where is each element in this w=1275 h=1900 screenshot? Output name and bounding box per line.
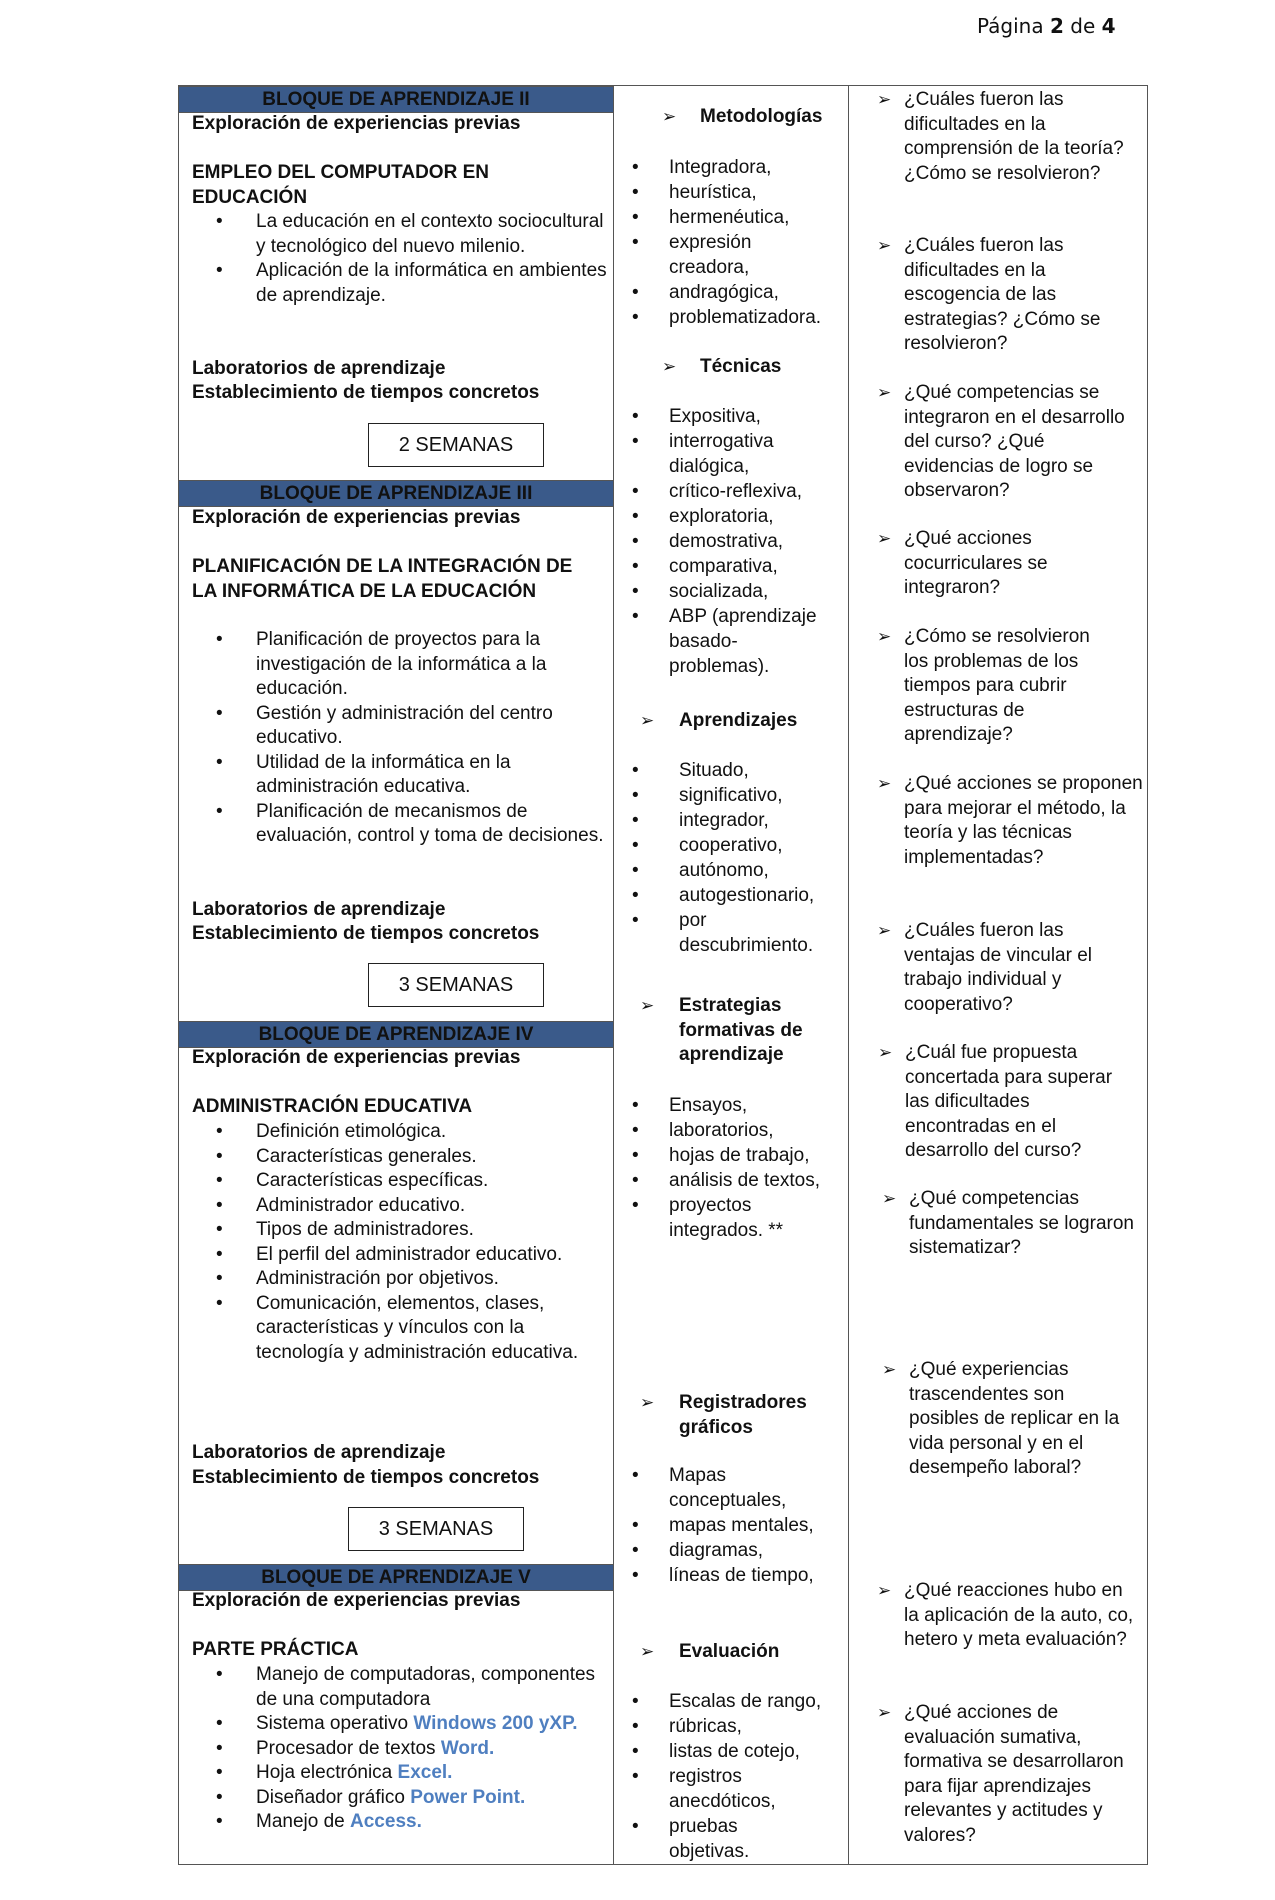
list-item: • autónomo, [614, 858, 834, 883]
list-item: • crítico-reflexiva, [614, 479, 834, 504]
reflection-question: ➢ ¿Cuáles fueron las ventajas de vincular el trabajo individual y cooperativo? [877, 920, 1092, 1015]
reflection-question: ➢ ¿Qué acciones se proponen para mejorar el método, la teoría y las técnicas implementadas? [877, 773, 1143, 868]
list-item: • pruebas objetivas. [614, 1814, 789, 1864]
list-item: • Hoja electrónica Excel. [179, 1761, 609, 1786]
list-item: • problematizadora. [614, 305, 834, 330]
block-intro: Exploración de experiencias previas [192, 113, 521, 134]
reflection-question: ➢ ¿Cómo se resolvieron los problemas de los tiempos para cubrir estructuras de aprendizaje? [877, 626, 1090, 745]
reflection-question: ➢ ¿Qué reacciones hubo en la aplicación de la auto, co, hetero y meta evaluación? [877, 1580, 1134, 1650]
list-item: • Manejo de computadoras, componentes de una computadora [179, 1663, 609, 1712]
syllabus-table [178, 85, 1148, 1865]
list-item: • registros anecdóticos, [614, 1764, 799, 1814]
list-item: • Manejo de Access. [179, 1810, 609, 1835]
lab-label: Laboratorios de aprendizaje [192, 899, 446, 920]
reflection-question: ➢ ¿Cuáles fueron las dificultades en la escogencia de las estrategias? ¿Cómo se resolvieron? [877, 235, 1101, 354]
list-item: • hermenéutica, [614, 205, 834, 230]
list-item: • Administrador educativo. [179, 1194, 609, 1219]
topic-list [179, 1663, 609, 1835]
method-list [614, 758, 834, 958]
list-item: • exploratoria, [614, 504, 834, 529]
reflection-question: ➢ ¿Cuáles fueron las dificultades en la comprensión de la teoría? ¿Cómo se resolvieron? [877, 89, 1124, 184]
arrow-bullet-icon: ➢ [662, 357, 677, 376]
block-heading: EMPLEO DEL COMPUTADOR EN EDUCACIÓN [192, 162, 489, 208]
list-item: • Diseñador gráfico Power Point. [179, 1786, 609, 1811]
weeks-box: 2 SEMANAS [368, 423, 544, 467]
list-item: • cooperativo, [614, 833, 834, 858]
section-title: Aprendizajes [679, 710, 798, 731]
arrow-bullet-icon: ➢ [877, 1703, 892, 1722]
list-item: • integrador, [614, 808, 834, 833]
arrow-bullet-icon: ➢ [878, 1043, 893, 1062]
block-title-bar: BLOQUE DE APRENDIZAJE II [179, 86, 613, 113]
block-heading: PLANIFICACIÓN DE LA INTEGRACIÓN DE LA INFORMÁTICA DE LA EDUCACIÓN [192, 556, 573, 602]
arrow-bullet-icon: ➢ [877, 529, 892, 548]
list-item: • Tipos de administradores. [179, 1218, 609, 1243]
arrow-bullet-icon: ➢ [877, 90, 892, 109]
method-list [614, 404, 834, 679]
column-divider [613, 86, 614, 1864]
arrow-bullet-icon: ➢ [877, 921, 892, 940]
list-item: • análisis de textos, [614, 1168, 834, 1193]
arrow-bullet-icon: ➢ [640, 1393, 655, 1412]
list-item: • El perfil del administrador educativo. [179, 1243, 609, 1268]
column-divider [848, 86, 849, 1864]
section-title: Metodologías [700, 106, 823, 127]
reflection-question: ➢ ¿Qué competencias fundamentales se lograron sistematizar? [882, 1188, 1134, 1258]
list-item: • mapas mentales, [614, 1513, 834, 1538]
topic-list [179, 628, 609, 849]
arrow-bullet-icon: ➢ [882, 1360, 897, 1379]
list-item: • expresión creadora, [614, 230, 789, 280]
lab-label: Laboratorios de aprendizaje [192, 358, 446, 379]
lab-label: Laboratorios de aprendizaje [192, 1442, 446, 1463]
list-item: • Administración por objetivos. [179, 1267, 609, 1292]
list-item: • significativo, [614, 783, 834, 808]
block-title-bar: BLOQUE DE APRENDIZAJE V [179, 1564, 613, 1591]
list-item: • Mapas conceptuales, [614, 1463, 809, 1513]
arrow-bullet-icon: ➢ [877, 383, 892, 402]
list-item: • La educación en el contexto sociocultural y tecnológico del nuevo milenio. [179, 210, 609, 259]
arrow-bullet-icon: ➢ [662, 107, 677, 126]
list-item: • interrogativa dialógica, [614, 429, 789, 479]
weeks-box: 3 SEMANAS [348, 1507, 524, 1551]
method-list [614, 1689, 834, 1864]
list-item: • Características generales. [179, 1145, 609, 1170]
arrow-bullet-icon: ➢ [877, 627, 892, 646]
list-item: • Utilidad de la informática en la administración educativa. [179, 751, 609, 800]
block-heading: PARTE PRÁCTICA [192, 1639, 359, 1660]
block-heading: ADMINISTRACIÓN EDUCATIVA [192, 1096, 473, 1117]
arrow-bullet-icon: ➢ [877, 774, 892, 793]
block-intro: Exploración de experiencias previas [192, 1047, 521, 1068]
list-item: • rúbricas, [614, 1714, 834, 1739]
list-item: • ABP (aprendizaje basado-problemas). [614, 604, 829, 679]
block-title-bar: BLOQUE DE APRENDIZAJE III [179, 480, 613, 507]
list-item: • Planificación de proyectos para la investigación de la informática a la educación. [179, 628, 609, 702]
topic-list [179, 1120, 609, 1365]
method-list [614, 1463, 834, 1588]
list-item: • Características específicas. [179, 1169, 609, 1194]
reflection-question: ➢ ¿Cuál fue propuesta concertada para superar las dificultades encontradas en el desarrollo del curso? [878, 1042, 1113, 1161]
list-item: • Gestión y administración del centro educativo. [179, 702, 609, 751]
arrow-bullet-icon: ➢ [877, 236, 892, 255]
list-item: • listas de cotejo, [614, 1739, 834, 1764]
list-item: • demostrativa, [614, 529, 834, 554]
section-title: Evaluación [679, 1641, 780, 1662]
list-item: • Sistema operativo Windows 200 yXP. [179, 1712, 609, 1737]
list-item: • Planificación de mecanismos de evaluación, control y toma de decisiones. [179, 800, 609, 849]
times-label: Establecimiento de tiempos concretos [192, 382, 540, 403]
arrow-bullet-icon: ➢ [877, 1581, 892, 1600]
arrow-bullet-icon: ➢ [640, 1642, 655, 1661]
arrow-bullet-icon: ➢ [882, 1189, 897, 1208]
block-title-bar: BLOQUE DE APRENDIZAJE IV [179, 1021, 613, 1048]
times-label: Establecimiento de tiempos concretos [192, 923, 540, 944]
method-list [614, 1093, 834, 1243]
arrow-bullet-icon: ➢ [640, 996, 655, 1015]
list-item: • Ensayos, [614, 1093, 834, 1118]
section-title: Registradores gráficos [679, 1392, 807, 1438]
reflection-question: ➢ ¿Qué acciones de evaluación sumativa, formativa se desarrollaron para fijar aprendizajes relevantes y actitudes y valores? [877, 1702, 1124, 1846]
list-item: • Procesador de textos Word. [179, 1737, 609, 1762]
list-item: • heurística, [614, 180, 834, 205]
list-item: • diagramas, [614, 1538, 834, 1563]
list-item: • Situado, [614, 758, 834, 783]
list-item: • autogestionario, [614, 883, 834, 908]
list-item: • hojas de trabajo, [614, 1143, 834, 1168]
list-item: • Comunicación, elementos, clases, características y vínculos con la tecnología y administración educativa. [179, 1292, 609, 1366]
list-item: • Definición etimológica. [179, 1120, 609, 1145]
times-label: Establecimiento de tiempos concretos [192, 1467, 540, 1488]
method-list [614, 155, 834, 330]
reflection-question: ➢ ¿Qué acciones cocurriculares se integraron? [877, 528, 1048, 598]
list-item: • Escalas de rango, [614, 1689, 834, 1714]
list-item: • andragógica, [614, 280, 834, 305]
list-item: • Aplicación de la informática en ambientes de aprendizaje. [179, 259, 609, 308]
reflection-question: ➢ ¿Qué experiencias trascendentes son posibles de replicar en la vida personal y en el desempeño laboral? [882, 1359, 1120, 1478]
block-intro: Exploración de experiencias previas [192, 1590, 521, 1611]
block-intro: Exploración de experiencias previas [192, 507, 521, 528]
reflection-question: ➢ ¿Qué competencias se integraron en el desarrollo del curso? ¿Qué evidencias de logro se observaron? [877, 382, 1125, 501]
topic-list [179, 210, 609, 308]
list-item: • Expositiva, [614, 404, 834, 429]
section-title: Técnicas [700, 356, 782, 377]
section-title: Estrategias formativas de aprendizaje [679, 995, 803, 1065]
arrow-bullet-icon: ➢ [640, 711, 655, 730]
list-item: • comparativa, [614, 554, 834, 579]
list-item: • socializada, [614, 579, 834, 604]
list-item: • líneas de tiempo, [614, 1563, 834, 1588]
weeks-box: 3 SEMANAS [368, 963, 544, 1007]
list-item: • Integradora, [614, 155, 834, 180]
list-item: • por descubrimiento. [614, 908, 809, 958]
page-number: Página 2 de 4 [977, 14, 1116, 38]
list-item: • laboratorios, [614, 1118, 834, 1143]
list-item: • proyectos integrados. ** [614, 1193, 829, 1243]
